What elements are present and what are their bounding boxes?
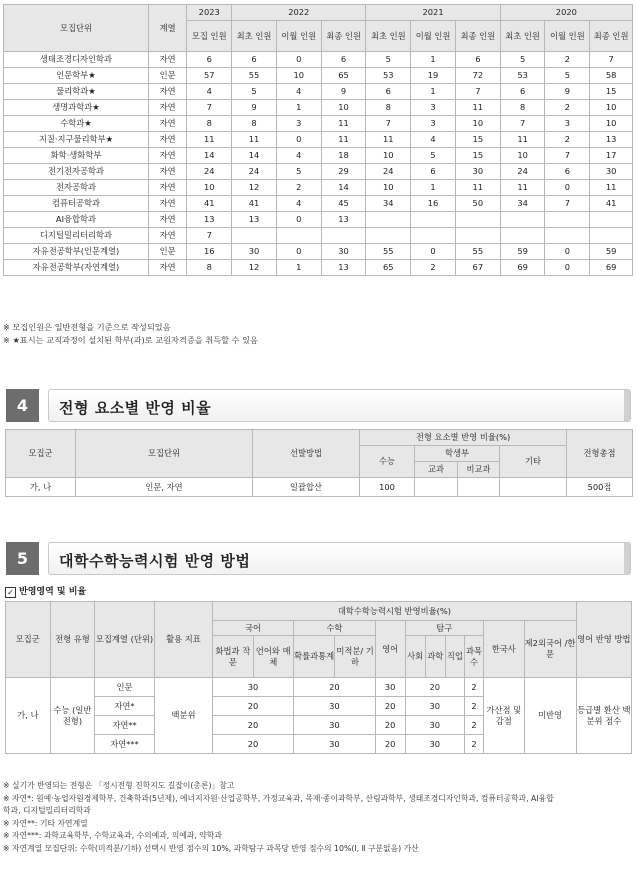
cell-value: 0: [545, 260, 590, 276]
cell-value: 10: [366, 180, 411, 196]
cell-value: 10: [590, 116, 633, 132]
cell-track: 자연: [148, 212, 186, 228]
cell-value: 5: [500, 52, 545, 68]
cell-value: [455, 212, 500, 228]
header-year: 2023: [187, 5, 232, 21]
cell-value: 6: [232, 52, 277, 68]
cell-value: 4: [187, 84, 232, 100]
cell-value: 1: [411, 84, 456, 100]
cell-unit: 화학·생화학부: [4, 148, 149, 164]
cell-value: 8: [500, 100, 545, 116]
cell-noncourse: [458, 478, 500, 497]
table-row: [4, 52, 633, 68]
cell-value: 55: [455, 244, 500, 260]
checkbox-icon: ✓: [5, 587, 16, 598]
cell-track: 인문: [148, 244, 186, 260]
cell-value: [366, 212, 411, 228]
cell-english: 30: [375, 678, 405, 697]
header-inquiry-social: 사회: [405, 636, 425, 678]
header-initial: 최초 인원: [366, 21, 411, 52]
cell-value: 14: [321, 180, 366, 196]
header-transfer: 이월 인원: [545, 21, 590, 52]
cell-unit: 생태조경디자인학과: [4, 52, 149, 68]
cell-english: 20: [375, 735, 405, 754]
cell-value: 13: [321, 260, 366, 276]
cell-value: 7: [455, 84, 500, 100]
cell-value: 1: [411, 52, 456, 68]
cell-value: [590, 228, 633, 244]
cell-value: 6: [411, 164, 456, 180]
cell-value: 19: [411, 68, 456, 84]
cell-value: 7: [545, 148, 590, 164]
cell-value: 17: [590, 148, 633, 164]
cell-value: 29: [321, 164, 366, 180]
cell-value: 8: [187, 260, 232, 276]
cell-value: [411, 212, 456, 228]
cell-english: 20: [375, 716, 405, 735]
cell-value: 41: [232, 196, 277, 212]
cell-value: 16: [411, 196, 456, 212]
cell-value: 3: [411, 100, 456, 116]
header-total: 전형총점: [567, 430, 633, 478]
table-row: [4, 132, 633, 148]
cell-index: 백분위: [154, 678, 212, 754]
header-final: 최종 인원: [590, 21, 633, 52]
header-noncourse: 비교과: [458, 462, 500, 478]
subsection-label-text: 반영영역 및 비율: [19, 587, 87, 597]
cell-value: 24: [232, 164, 277, 180]
cell-korean: 20: [213, 716, 294, 735]
cell-value: 7: [545, 196, 590, 212]
cell-value: 11: [232, 132, 277, 148]
cell-math: 30: [293, 716, 375, 735]
evaluation-ratio-table: [5, 429, 633, 497]
cell-inquiry: 30: [405, 716, 465, 735]
table-row: [4, 164, 633, 180]
cell-value: 11: [187, 132, 232, 148]
cell-value: 6: [500, 84, 545, 100]
cell-value: 59: [590, 244, 633, 260]
cell-value: 3: [411, 116, 456, 132]
header-final: 최종 인원: [455, 21, 500, 52]
cell-value: [590, 212, 633, 228]
header-inquiry-job: 직업: [445, 636, 464, 678]
admissions-history-table: [3, 4, 633, 276]
note-line: ※ 모집인원은 일반전형을 기준으로 작성되었음: [3, 322, 171, 332]
table-row: [4, 212, 633, 228]
cell-value: 7: [366, 116, 411, 132]
cell-track: 자연*: [95, 697, 155, 716]
cell-value: 12: [232, 180, 277, 196]
header-course: 교과: [415, 462, 458, 478]
cell-count: 2: [465, 716, 484, 735]
header-math: 수학: [293, 621, 375, 636]
cell-math: 20: [293, 678, 375, 697]
cell-english-method: 등급별 환산 백분위 점수: [576, 678, 631, 754]
header-group: 모집군: [6, 430, 76, 478]
header-final: 최종 인원: [321, 21, 366, 52]
cell-value: 2: [276, 180, 321, 196]
table-row: [4, 100, 633, 116]
cell-value: 11: [366, 132, 411, 148]
cell-unit: 생명과학과★: [4, 100, 149, 116]
cell-value: 5: [545, 68, 590, 84]
cell-unit: 인문, 자연: [76, 478, 253, 497]
cell-track: 자연: [148, 196, 186, 212]
cell-value: 65: [366, 260, 411, 276]
cell-value: [500, 212, 545, 228]
cell-value: 65: [321, 68, 366, 84]
cell-value: 0: [276, 52, 321, 68]
subsection-label: [5, 584, 86, 598]
cell-korean: 30: [213, 678, 294, 697]
cell-value: 13: [187, 212, 232, 228]
section-5-heading: [6, 542, 631, 575]
cell-track: 자연: [148, 84, 186, 100]
cell-inquiry: 30: [405, 735, 465, 754]
cell-value: 0: [276, 212, 321, 228]
cell-value: 8: [232, 116, 277, 132]
note-line: ※ 실기가 반영되는 전형은 「정시전형 진학지도 길잡이(총론)」참고: [3, 781, 235, 790]
cell-unit: 물리학과★: [4, 84, 149, 100]
cell-value: 7: [500, 116, 545, 132]
cell-math: 30: [293, 697, 375, 716]
header-track: 계열: [148, 5, 186, 52]
cell-value: 69: [500, 260, 545, 276]
cell-value: 53: [500, 68, 545, 84]
header-english: 영어: [375, 621, 405, 678]
cell-value: 11: [321, 116, 366, 132]
cell-value: 24: [500, 164, 545, 180]
cell-unit: 지질·지구물리학부★: [4, 132, 149, 148]
table3-notes: [3, 780, 554, 855]
cell-total: 500점: [567, 478, 633, 497]
cell-value: 30: [455, 164, 500, 180]
cell-value: 5: [411, 148, 456, 164]
cell-value: 5: [232, 84, 277, 100]
header-initial: 최초 인원: [232, 21, 277, 52]
cell-value: 6: [545, 164, 590, 180]
cell-track: 자연: [148, 148, 186, 164]
cell-unit: AI융합학과: [4, 212, 149, 228]
cell-value: 7: [187, 100, 232, 116]
cell-value: 3: [545, 116, 590, 132]
cell-track: 자연: [148, 100, 186, 116]
cell-value: 2: [545, 100, 590, 116]
cell-value: 0: [545, 180, 590, 196]
cell-value: 0: [545, 244, 590, 260]
cell-value: 4: [276, 148, 321, 164]
cell-track: 자연: [148, 52, 186, 68]
cell-history: 가산점 및 감점: [484, 678, 524, 754]
note-line: ※ ★표시는 교직과정이 설치된 학부(과)로 교원자격증을 취득할 수 있음: [3, 335, 258, 345]
header-korean-1: 화법과 작문: [213, 636, 253, 678]
cell-value: 9: [321, 84, 366, 100]
table-row: [4, 260, 633, 276]
cell-value: 10: [590, 100, 633, 116]
cell-value: 0: [276, 244, 321, 260]
header-index: 활용 지표: [154, 602, 212, 678]
cell-count: 2: [465, 735, 484, 754]
section-title-accent: [624, 543, 630, 574]
cell-value: 50: [455, 196, 500, 212]
note-line: ※ 자연**: 기타 자연계열: [3, 818, 88, 828]
cell-value: [500, 228, 545, 244]
cell-course: [415, 478, 458, 497]
header-initial: 최초 인원: [500, 21, 545, 52]
cell-value: 24: [366, 164, 411, 180]
header-korean-2: 언어와 매체: [253, 636, 293, 678]
note-line: ※ 자연***: 과학교육학부, 수학교육과, 수의예과, 의예과, 약학과: [3, 831, 222, 840]
header-year: 2022: [232, 5, 366, 21]
cell-value: 10: [187, 180, 232, 196]
cell-korean: 20: [213, 735, 294, 754]
cell-track: 자연: [148, 260, 186, 276]
cell-value: 8: [187, 116, 232, 132]
cell-track: 자연: [148, 164, 186, 180]
cell-value: 30: [321, 244, 366, 260]
header-etc: 기타: [500, 446, 567, 478]
cell-value: 4: [276, 84, 321, 100]
cell-value: [545, 212, 590, 228]
cell-value: 4: [276, 196, 321, 212]
cell-math: 30: [293, 735, 375, 754]
header-unit: 모집단위: [76, 430, 253, 478]
cell-unit: 자유전공학부(인문계열): [4, 244, 149, 260]
header-second-language: 제2외국어 /한문: [524, 621, 576, 678]
cell-value: [366, 228, 411, 244]
cell-value: 14: [232, 148, 277, 164]
section-title: 대학수학능력시험 반영 방법: [59, 552, 251, 570]
header-inquiry-science: 과학: [425, 636, 445, 678]
header-english-method: 영어 반영 방법: [576, 602, 631, 678]
cell-track: 인문: [148, 68, 186, 84]
cell-unit: 수학과★: [4, 116, 149, 132]
cell-value: 13: [232, 212, 277, 228]
header-math-2: 미적분/ 기하: [335, 636, 375, 678]
cell-value: 2: [545, 132, 590, 148]
header-inquiry-count: 과목수: [465, 636, 484, 678]
cell-track: 자연: [148, 116, 186, 132]
table-row: [4, 228, 633, 244]
cell-group: 가, 나: [6, 478, 76, 497]
cell-value: 30: [232, 244, 277, 260]
cell-value: 5: [366, 52, 411, 68]
cell-value: 6: [187, 52, 232, 68]
section-number: 4: [6, 389, 39, 422]
cell-unit: 전기전자공학과: [4, 164, 149, 180]
cell-value: 30: [590, 164, 633, 180]
header-korean: 국어: [213, 621, 294, 636]
header-transfer: 이월 인원: [411, 21, 456, 52]
header-inquiry: 탐구: [405, 621, 484, 636]
cell-track: 자연**: [95, 716, 155, 735]
cell-suneung: 100: [360, 478, 415, 497]
table-row: [4, 244, 633, 260]
cell-value: 41: [187, 196, 232, 212]
cell-method: 일괄합산: [253, 478, 360, 497]
cell-value: 55: [366, 244, 411, 260]
header-transfer: 이월 인원: [276, 21, 321, 52]
cell-value: [321, 228, 366, 244]
cell-etc: [500, 478, 567, 497]
cell-inquiry: 20: [405, 678, 465, 697]
cell-value: 69: [590, 260, 633, 276]
cell-value: [455, 228, 500, 244]
cell-value: 67: [455, 260, 500, 276]
note-line: ※ 자연계열 모집단위: 수학(미적분/기하) 선택시 반영 점수의 10%, 과학탐구 과목당 반영 점수의 10%(Ⅰ, Ⅱ 구분없음) 가산: [3, 843, 419, 853]
cell-track: 자연: [148, 180, 186, 196]
cell-value: 9: [545, 84, 590, 100]
cell-value: 59: [500, 244, 545, 260]
cell-value: 58: [590, 68, 633, 84]
table1-notes: [3, 321, 258, 347]
header-year: 2021: [366, 5, 500, 21]
cell-value: 5: [276, 164, 321, 180]
section-title-box: [48, 542, 631, 575]
section-number: 5: [6, 542, 39, 575]
cell-value: 34: [500, 196, 545, 212]
cell-value: [411, 228, 456, 244]
cell-unit: 자유전공학부(자연계열): [4, 260, 149, 276]
header-school-record: 학생부: [415, 446, 500, 462]
cell-value: 1: [276, 260, 321, 276]
cell-track: 인문: [95, 678, 155, 697]
cell-value: 10: [455, 116, 500, 132]
cell-value: 55: [232, 68, 277, 84]
section-4-heading: [6, 389, 631, 422]
cell-value: 0: [411, 244, 456, 260]
cell-value: 11: [500, 180, 545, 196]
suneung-ratio-table: [5, 601, 632, 754]
cell-value: 12: [232, 260, 277, 276]
header-year: 2020: [500, 5, 632, 21]
cell-value: 15: [455, 148, 500, 164]
cell-unit: 컴퓨터공학과: [4, 196, 149, 212]
header-method: 선발방법: [253, 430, 360, 478]
cell-unit: 디지털밀리터리학과: [4, 228, 149, 244]
cell-value: 45: [321, 196, 366, 212]
header-unit: 모집단위: [4, 5, 149, 52]
cell-value: 9: [232, 100, 277, 116]
cell-value: 2: [411, 260, 456, 276]
cell-type: 수능 (일반 전형): [50, 678, 95, 754]
cell-value: 15: [455, 132, 500, 148]
cell-value: 1: [276, 100, 321, 116]
cell-value: 6: [455, 52, 500, 68]
header-recruit: 모집 인원: [187, 21, 232, 52]
cell-value: 6: [366, 84, 411, 100]
cell-value: 10: [276, 68, 321, 84]
cell-value: 72: [455, 68, 500, 84]
cell-value: 11: [455, 100, 500, 116]
cell-value: 13: [321, 212, 366, 228]
cell-track: 자연: [148, 132, 186, 148]
cell-value: 0: [276, 132, 321, 148]
cell-value: 10: [321, 100, 366, 116]
cell-unit: 전자공학과: [4, 180, 149, 196]
cell-value: [232, 228, 277, 244]
cell-group: 가, 나: [6, 678, 51, 754]
table-row: [4, 148, 633, 164]
cell-value: 7: [187, 228, 232, 244]
header-track: 모집계열 (단위): [95, 602, 155, 678]
cell-value: 3: [276, 116, 321, 132]
cell-count: 2: [465, 678, 484, 697]
section-title-accent: [624, 390, 630, 421]
cell-value: 53: [366, 68, 411, 84]
table-row: [4, 180, 633, 196]
cell-value: 14: [187, 148, 232, 164]
table-row: [4, 84, 633, 100]
cell-value: 13: [590, 132, 633, 148]
cell-value: 41: [590, 196, 633, 212]
header-group: 모집군: [6, 602, 51, 678]
cell-track: 자연: [148, 228, 186, 244]
cell-value: 18: [321, 148, 366, 164]
cell-value: 11: [321, 132, 366, 148]
cell-value: 15: [590, 84, 633, 100]
cell-value: 7: [590, 52, 633, 68]
cell-inquiry: 30: [405, 697, 465, 716]
cell-value: 1: [411, 180, 456, 196]
cell-value: 11: [590, 180, 633, 196]
cell-value: 16: [187, 244, 232, 260]
cell-value: 24: [187, 164, 232, 180]
cell-value: 8: [366, 100, 411, 116]
cell-value: 6: [321, 52, 366, 68]
section-title-box: [48, 389, 631, 422]
cell-english: 20: [375, 697, 405, 716]
cell-value: 4: [411, 132, 456, 148]
cell-value: 11: [500, 132, 545, 148]
section-title: 전형 요소별 반영 비율: [59, 399, 212, 417]
note-line: 학과, 디지털밀리터리학과: [3, 806, 91, 815]
cell-value: 10: [366, 148, 411, 164]
cell-korean: 20: [213, 697, 294, 716]
cell-count: 2: [465, 697, 484, 716]
cell-value: 11: [455, 180, 500, 196]
header-ratio: 전형 요소별 반영 비율(%): [360, 430, 567, 446]
table-row: [4, 116, 633, 132]
cell-value: 34: [366, 196, 411, 212]
cell-track: 자연***: [95, 735, 155, 754]
cell-value: 2: [545, 52, 590, 68]
header-ratio: 대학수학능력시험 반영비율(%): [213, 602, 576, 621]
header-type: 전형 유형: [50, 602, 95, 678]
header-history: 한국사: [484, 621, 524, 678]
header-suneung: 수능: [360, 446, 415, 478]
cell-second-language: 미반영: [524, 678, 576, 754]
cell-value: [545, 228, 590, 244]
table-row: [4, 196, 633, 212]
cell-unit: 인문학부★: [4, 68, 149, 84]
cell-value: 57: [187, 68, 232, 84]
header-math-1: 확률과통계: [293, 636, 334, 678]
note-line: ※ 자연*: 원예·농업자원경제학부, 건축학과(5년제), 에너지자원·산업공학부, 가정교육과, 목재·종이과학부, 산림과학부, 생태조경디자인학과, 컴퓨터공학과, AI융합: [3, 793, 554, 803]
table-row: [4, 68, 633, 84]
cell-value: 10: [500, 148, 545, 164]
cell-value: [276, 228, 321, 244]
